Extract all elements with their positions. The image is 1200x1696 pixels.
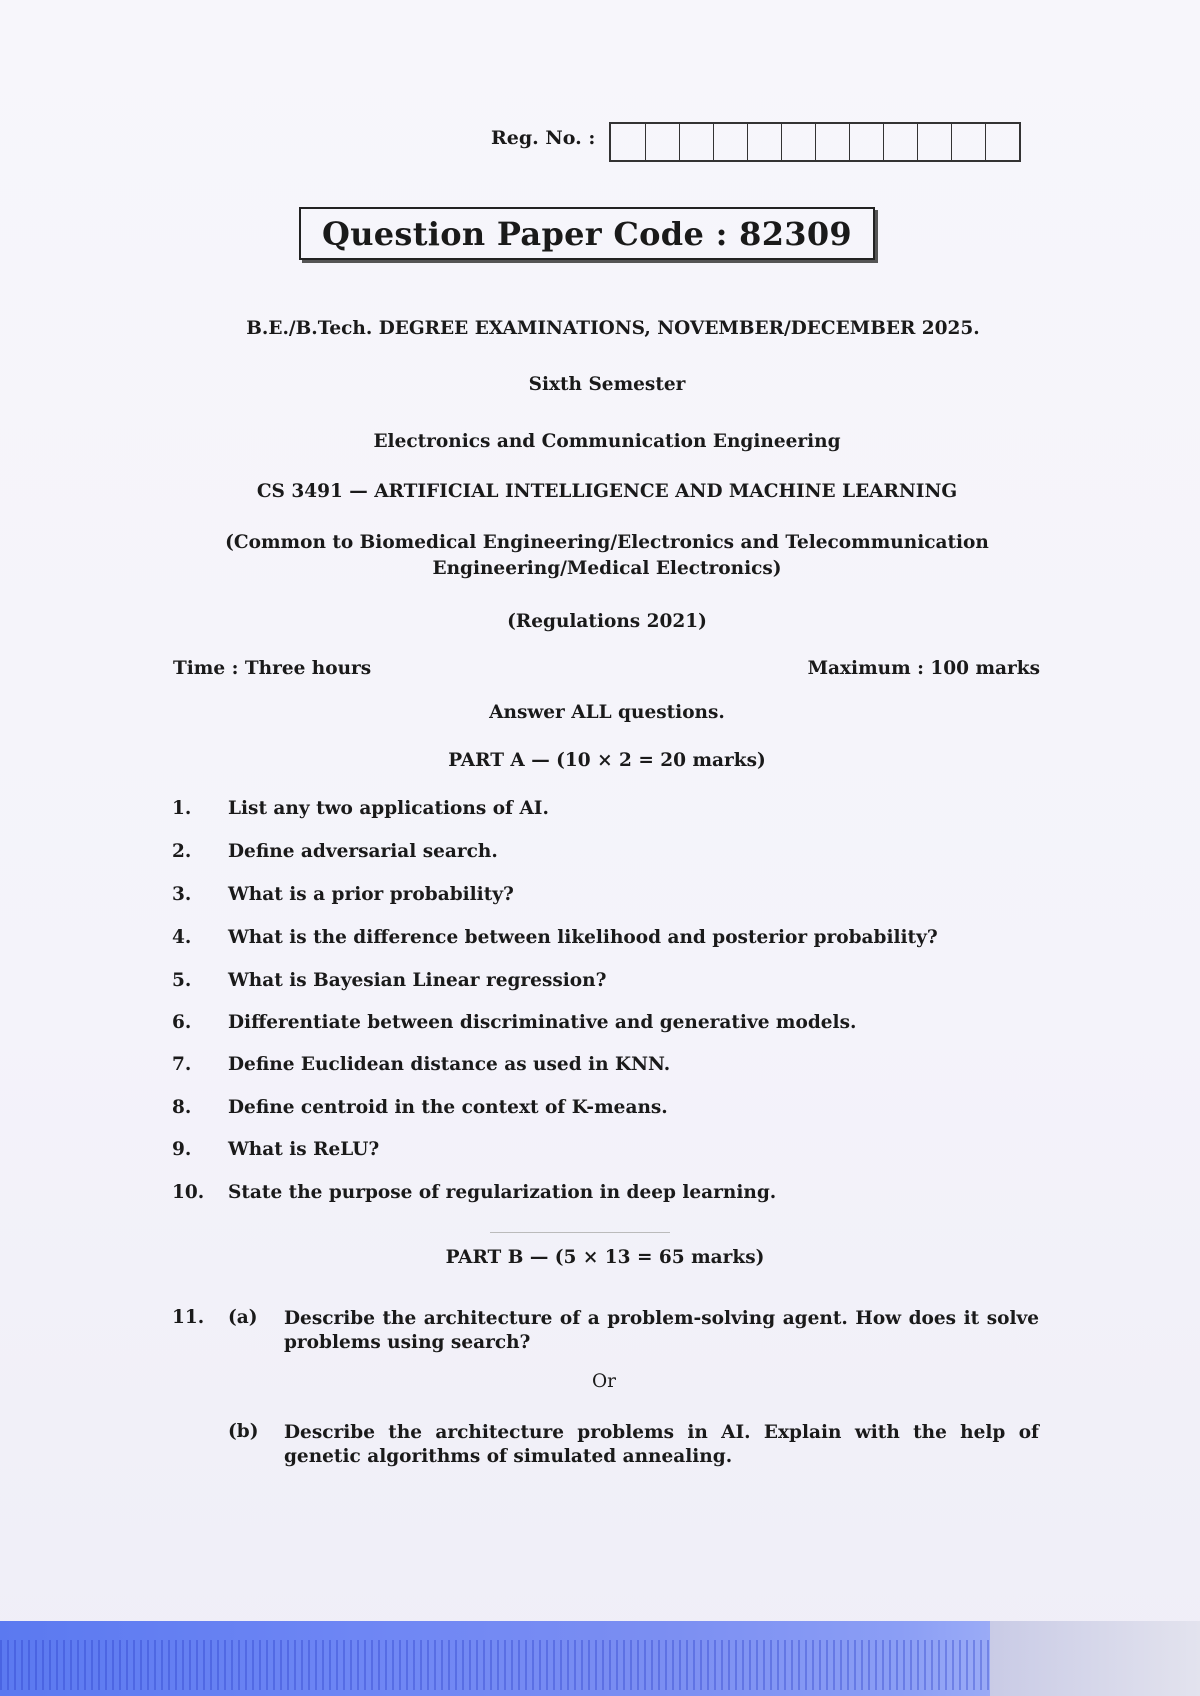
- question-number: 2.: [172, 841, 192, 862]
- question-text: What is a prior probability?: [228, 884, 514, 905]
- question-number: 8.: [172, 1097, 192, 1118]
- question-text: Define centroid in the context of K-means.: [228, 1097, 668, 1118]
- question-11a-row: [172, 1307, 1039, 1355]
- instruction: Answer ALL questions.: [489, 702, 725, 723]
- question-text: Differentiate between discriminative and generative models.: [228, 1012, 857, 1033]
- question-row: [172, 1097, 988, 1118]
- reg-no-cell: [713, 124, 747, 160]
- reg-no-cell: [611, 124, 645, 160]
- question-number: 11.: [172, 1307, 205, 1328]
- reg-no-cell: [985, 124, 1019, 160]
- question-row: [172, 1139, 988, 1160]
- reg-no-cell: [815, 124, 849, 160]
- question-row: [172, 970, 988, 991]
- question-number: 3.: [172, 884, 192, 905]
- sub-question-label: (b): [228, 1421, 259, 1442]
- question-text: Define adversarial search.: [228, 841, 498, 862]
- question-text: What is Bayesian Linear regression?: [228, 970, 607, 991]
- or-separator: Or: [591, 1371, 616, 1392]
- question-row: [172, 798, 988, 819]
- question-number: 10.: [172, 1182, 205, 1203]
- scan-artifact-stripes: [0, 1640, 990, 1690]
- question-text: What is ReLU?: [228, 1139, 380, 1160]
- question-row: [172, 841, 988, 862]
- reg-no-cell: [747, 124, 781, 160]
- divider: [490, 1232, 670, 1233]
- reg-no-cell: [679, 124, 713, 160]
- question-text: What is the difference between likelihood and posterior probability?: [228, 927, 938, 948]
- question-number: 9.: [172, 1139, 192, 1160]
- question-row: [172, 884, 988, 905]
- question-row: [172, 1182, 988, 1203]
- paper-code-box: [299, 207, 875, 260]
- question-text: State the purpose of regularization in deep learning.: [228, 1182, 777, 1203]
- common-to-line-1: (Common to Biomedical Engineering/Electronics and Telecommunication: [225, 532, 989, 553]
- question-number-spacer: [172, 1421, 228, 1469]
- question-number: 6.: [172, 1012, 192, 1033]
- question-11b-row: [172, 1421, 1039, 1469]
- semester: Sixth Semester: [528, 374, 686, 395]
- exam-title: B.E./B.Tech. DEGREE EXAMINATIONS, NOVEMBER/DECEMBER 2025.: [246, 318, 980, 339]
- department: Electronics and Communication Engineering: [373, 431, 841, 452]
- sub-question-label: (a): [228, 1307, 258, 1328]
- question-text: Describe the architecture of a problem-solving agent. How does it solve problems using search?: [284, 1308, 1039, 1353]
- common-to-line-2: Engineering/Medical Electronics): [432, 558, 782, 579]
- question-row: [172, 927, 988, 948]
- part-a-heading: PART A — (10 × 2 = 20 marks): [448, 750, 766, 771]
- reg-no-cell: [849, 124, 883, 160]
- question-number: 5.: [172, 970, 192, 991]
- question-row: [172, 1012, 988, 1033]
- reg-no-cell: [883, 124, 917, 160]
- question-number: 7.: [172, 1054, 192, 1075]
- part-b-heading: PART B — (5 × 13 = 65 marks): [445, 1247, 765, 1268]
- reg-no-cell: [781, 124, 815, 160]
- reg-no-label: Reg. No. :: [491, 127, 596, 149]
- regulations: (Regulations 2021): [507, 611, 707, 632]
- reg-no-cell: [645, 124, 679, 160]
- question-number: 1.: [172, 798, 192, 819]
- question-text: Define Euclidean distance as used in KNN.: [228, 1054, 671, 1075]
- question-text: List any two applications of AI.: [228, 798, 549, 819]
- max-marks-label: Maximum : 100 marks: [807, 658, 1040, 679]
- time-label: Time : Three hours: [173, 658, 372, 679]
- course-title: CS 3491 — ARTIFICIAL INTELLIGENCE AND MACHINE LEARNING: [256, 481, 958, 502]
- paper-code-title: Question Paper Code : 82309: [322, 214, 852, 253]
- question-number: 4.: [172, 927, 192, 948]
- question-text: Describe the architecture problems in AI. Explain with the help of genetic algorithms of simulated annealing.: [284, 1422, 1039, 1467]
- reg-no-cell: [951, 124, 985, 160]
- question-row: [172, 1054, 988, 1075]
- scan-artifact-edge: [990, 1621, 1200, 1696]
- reg-no-cell: [917, 124, 951, 160]
- reg-no-boxes: [609, 122, 1021, 162]
